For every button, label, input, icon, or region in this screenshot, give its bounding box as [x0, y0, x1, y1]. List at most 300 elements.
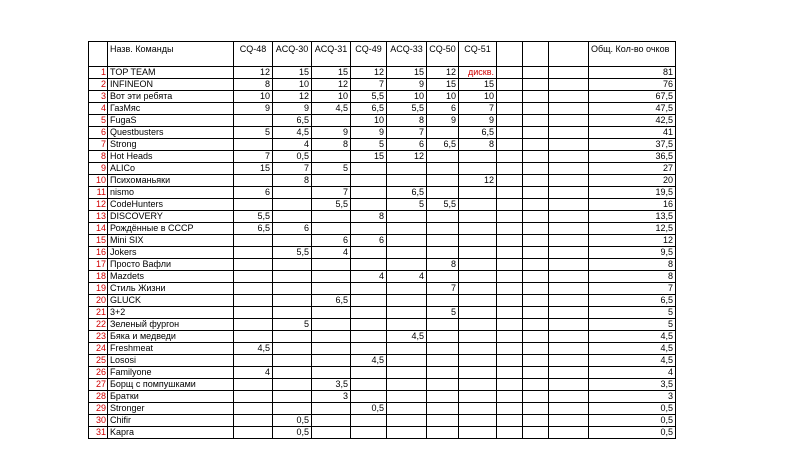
table-row [89, 67, 676, 79]
score-cell [523, 367, 549, 379]
score-cell: 8 [427, 259, 459, 271]
score-cell [459, 379, 497, 391]
score-cell [523, 115, 549, 127]
score-cell [549, 247, 589, 259]
score-cell: 4,5 [312, 103, 351, 115]
score-cell [273, 403, 312, 415]
table-row [89, 91, 676, 103]
score-cell [312, 415, 351, 427]
row-number: 10 [89, 175, 108, 187]
score-cell [351, 331, 387, 343]
row-number: 30 [89, 415, 108, 427]
score-cell [387, 319, 427, 331]
table-row [89, 415, 676, 427]
score-cell [387, 355, 427, 367]
score-cell: 6,5 [387, 187, 427, 199]
score-cell [351, 247, 387, 259]
score-cell [523, 235, 549, 247]
score-cell [312, 283, 351, 295]
score-cell: 0,5 [351, 403, 387, 415]
score-cell [387, 295, 427, 307]
total-score: 7 [589, 283, 676, 295]
header-team-name: Назв. Команды [108, 42, 234, 67]
total-score: 19,5 [589, 187, 676, 199]
table-row [89, 379, 676, 391]
team-name: Lososi [108, 355, 234, 367]
score-cell [351, 427, 387, 439]
total-score: 9,5 [589, 247, 676, 259]
team-name: Просто Вафли [108, 259, 234, 271]
score-cell [497, 415, 523, 427]
team-name: Freshmeat [108, 343, 234, 355]
score-cell [523, 211, 549, 223]
score-cell [523, 331, 549, 343]
score-cell: 8 [459, 139, 497, 151]
team-name: Chifir [108, 415, 234, 427]
row-number: 7 [89, 139, 108, 151]
table-row [89, 343, 676, 355]
score-cell [523, 391, 549, 403]
total-score: 13,5 [589, 211, 676, 223]
score-cell [459, 259, 497, 271]
score-cell [312, 343, 351, 355]
score-cell [312, 223, 351, 235]
score-cell [387, 403, 427, 415]
score-cell [234, 427, 273, 439]
score-cell: 9 [459, 115, 497, 127]
score-cell [497, 367, 523, 379]
score-cell: 9 [387, 79, 427, 91]
score-cell [234, 319, 273, 331]
score-cell [273, 355, 312, 367]
score-cell [234, 307, 273, 319]
score-cell [427, 295, 459, 307]
header-empty-1 [497, 42, 523, 67]
team-name: FugaS [108, 115, 234, 127]
total-score: 0,5 [589, 403, 676, 415]
total-score: 36,5 [589, 151, 676, 163]
score-cell [523, 355, 549, 367]
score-cell [234, 403, 273, 415]
score-cell [497, 211, 523, 223]
score-cell: 7 [387, 127, 427, 139]
score-cell: 10 [427, 91, 459, 103]
score-cell: 6,5 [312, 295, 351, 307]
score-cell [549, 295, 589, 307]
score-cell: 0,5 [273, 151, 312, 163]
total-score: 4,5 [589, 343, 676, 355]
table-row [89, 391, 676, 403]
score-cell [459, 151, 497, 163]
score-cell [427, 175, 459, 187]
table-row [89, 283, 676, 295]
table-row [89, 79, 676, 91]
total-score: 4,5 [589, 331, 676, 343]
score-cell [459, 247, 497, 259]
total-score: 12,5 [589, 223, 676, 235]
score-cell [427, 367, 459, 379]
score-cell [459, 355, 497, 367]
header-acq-33: ACQ-33 [387, 42, 427, 67]
score-cell [549, 103, 589, 115]
total-score: 12 [589, 235, 676, 247]
score-cell: 4,5 [234, 343, 273, 355]
row-number: 22 [89, 319, 108, 331]
team-name: Stronger [108, 403, 234, 415]
total-score: 41 [589, 127, 676, 139]
score-cell [459, 319, 497, 331]
team-name: GLUCK [108, 295, 234, 307]
score-cell [523, 415, 549, 427]
table-row [89, 367, 676, 379]
row-number: 6 [89, 127, 108, 139]
score-cell [312, 271, 351, 283]
total-score: 20 [589, 175, 676, 187]
header-cq-48: CQ-48 [234, 42, 273, 67]
team-name: Kapra [108, 427, 234, 439]
team-name: Зеленый фургон [108, 319, 234, 331]
row-number: 17 [89, 259, 108, 271]
header-cq-50: CQ-50 [427, 42, 459, 67]
score-cell [387, 175, 427, 187]
score-cell [549, 403, 589, 415]
score-cell [273, 199, 312, 211]
score-cell [351, 199, 387, 211]
score-cell [497, 271, 523, 283]
total-score: 27 [589, 163, 676, 175]
row-number: 31 [89, 427, 108, 439]
score-cell: 9 [234, 103, 273, 115]
score-cell [497, 319, 523, 331]
score-cell: 12 [387, 151, 427, 163]
score-cell: 12 [234, 67, 273, 79]
score-cell [427, 355, 459, 367]
score-cell [459, 343, 497, 355]
score-cell [459, 427, 497, 439]
score-cell: 9 [351, 127, 387, 139]
score-cell: 5 [312, 163, 351, 175]
row-number: 11 [89, 187, 108, 199]
score-cell [387, 379, 427, 391]
score-cell: 5 [351, 139, 387, 151]
score-cell [387, 415, 427, 427]
score-cell [427, 187, 459, 199]
score-cell: 15 [234, 163, 273, 175]
score-cell [273, 271, 312, 283]
score-cell [273, 343, 312, 355]
score-cell: 7 [312, 187, 351, 199]
score-cell: 6,5 [427, 139, 459, 151]
score-cell [273, 259, 312, 271]
score-cell [523, 403, 549, 415]
total-score: 0,5 [589, 415, 676, 427]
score-cell [387, 391, 427, 403]
total-score: 6,5 [589, 295, 676, 307]
score-cell: 5,5 [351, 91, 387, 103]
score-cell [523, 271, 549, 283]
score-cell [549, 127, 589, 139]
team-name: ALICo [108, 163, 234, 175]
row-number: 4 [89, 103, 108, 115]
score-cell [523, 247, 549, 259]
table-row [89, 199, 676, 211]
score-cell [312, 211, 351, 223]
row-number: 3 [89, 91, 108, 103]
score-cell [549, 211, 589, 223]
score-cell [459, 415, 497, 427]
score-cell [234, 283, 273, 295]
team-name: Mini SIX [108, 235, 234, 247]
score-cell [459, 391, 497, 403]
table-row [89, 319, 676, 331]
score-cell [427, 223, 459, 235]
score-cell [273, 283, 312, 295]
score-cell: 12 [427, 67, 459, 79]
score-cell [387, 235, 427, 247]
score-cell [459, 187, 497, 199]
score-cell [273, 187, 312, 199]
total-score: 37,5 [589, 139, 676, 151]
score-cell [234, 247, 273, 259]
score-cell: 4,5 [387, 331, 427, 343]
score-cell: 5 [387, 199, 427, 211]
table-row [89, 127, 676, 139]
score-cell [427, 271, 459, 283]
score-cell [427, 427, 459, 439]
score-cell [459, 235, 497, 247]
score-cell [549, 115, 589, 127]
score-cell [459, 295, 497, 307]
score-cell: 15 [351, 151, 387, 163]
score-cell [497, 67, 523, 79]
score-cell: 6,5 [459, 127, 497, 139]
score-cell: 6 [351, 235, 387, 247]
score-cell: 10 [459, 91, 497, 103]
score-cell: 4 [234, 367, 273, 379]
score-cell [427, 247, 459, 259]
score-cell [312, 367, 351, 379]
table-row [89, 103, 676, 115]
score-cell [387, 283, 427, 295]
total-score: 3 [589, 391, 676, 403]
score-cell: 5 [234, 127, 273, 139]
score-cell [549, 199, 589, 211]
team-name: INFINEON [108, 79, 234, 91]
score-cell [387, 223, 427, 235]
score-cell [387, 247, 427, 259]
score-cell [497, 391, 523, 403]
score-cell: 7 [234, 151, 273, 163]
team-name: Jokers [108, 247, 234, 259]
team-name: Hot Heads [108, 151, 234, 163]
table-row [89, 355, 676, 367]
score-cell [549, 187, 589, 199]
score-cell [549, 355, 589, 367]
score-cell [549, 319, 589, 331]
team-name: CodeHunters [108, 199, 234, 211]
score-cell [427, 211, 459, 223]
score-cell: 7 [351, 79, 387, 91]
team-name: Strong [108, 139, 234, 151]
score-cell [523, 343, 549, 355]
row-number: 13 [89, 211, 108, 223]
score-cell [234, 139, 273, 151]
header-total: Общ. Кол-во очков [589, 42, 676, 67]
score-cell [427, 235, 459, 247]
score-cell [549, 271, 589, 283]
score-cell: 4 [312, 247, 351, 259]
header-cq-49: CQ-49 [351, 42, 387, 67]
score-cell [312, 259, 351, 271]
score-cell [497, 331, 523, 343]
score-cell: 3 [312, 391, 351, 403]
score-cell [523, 427, 549, 439]
score-cell: 9 [427, 115, 459, 127]
results-table [88, 41, 676, 439]
table-row [89, 187, 676, 199]
header-acq-30: ACQ-30 [273, 42, 312, 67]
total-score: 81 [589, 67, 676, 79]
score-cell [523, 67, 549, 79]
score-cell [273, 235, 312, 247]
score-cell [312, 175, 351, 187]
table-row [89, 403, 676, 415]
header-cq-51: CQ-51 [459, 42, 497, 67]
score-cell [459, 211, 497, 223]
header-empty-2 [523, 42, 549, 67]
score-cell: 8 [351, 211, 387, 223]
row-number: 16 [89, 247, 108, 259]
score-cell [497, 283, 523, 295]
score-cell [497, 175, 523, 187]
score-cell [523, 283, 549, 295]
score-cell [459, 199, 497, 211]
score-cell [273, 295, 312, 307]
score-cell [549, 391, 589, 403]
score-cell [523, 163, 549, 175]
total-score: 16 [589, 199, 676, 211]
team-name: 3+2 [108, 307, 234, 319]
row-number: 23 [89, 331, 108, 343]
score-cell [312, 403, 351, 415]
row-number: 25 [89, 355, 108, 367]
score-cell [549, 427, 589, 439]
total-score: 0,5 [589, 427, 676, 439]
score-cell: 7 [459, 103, 497, 115]
score-cell [497, 343, 523, 355]
row-number: 15 [89, 235, 108, 247]
score-cell [234, 115, 273, 127]
team-name: TOP TEAM [108, 67, 234, 79]
table-row [89, 223, 676, 235]
score-cell [497, 79, 523, 91]
score-cell [459, 307, 497, 319]
table-row [89, 331, 676, 343]
score-cell: 15 [427, 79, 459, 91]
score-cell: 4 [351, 271, 387, 283]
table-row [89, 271, 676, 283]
score-cell [312, 319, 351, 331]
score-cell [459, 283, 497, 295]
total-score: 3,5 [589, 379, 676, 391]
score-cell [549, 283, 589, 295]
total-score: 76 [589, 79, 676, 91]
score-cell: 8 [273, 175, 312, 187]
score-cell [234, 415, 273, 427]
score-cell [549, 331, 589, 343]
score-cell [351, 319, 387, 331]
score-cell: 10 [351, 115, 387, 127]
score-cell: 5 [273, 319, 312, 331]
row-number: 20 [89, 295, 108, 307]
score-cell [273, 331, 312, 343]
total-score: 5 [589, 307, 676, 319]
score-cell [459, 223, 497, 235]
score-cell: 8 [234, 79, 273, 91]
score-cell [312, 307, 351, 319]
team-name: Стиль Жизни [108, 283, 234, 295]
score-cell: 10 [234, 91, 273, 103]
score-cell [234, 175, 273, 187]
score-cell: 5,5 [427, 199, 459, 211]
row-number: 2 [89, 79, 108, 91]
score-cell [497, 199, 523, 211]
score-cell [523, 259, 549, 271]
team-name: Рождённые в СССР [108, 223, 234, 235]
score-cell [497, 355, 523, 367]
score-cell [387, 211, 427, 223]
header-row [89, 42, 676, 67]
score-cell [427, 163, 459, 175]
score-cell: 9 [312, 127, 351, 139]
row-number: 27 [89, 379, 108, 391]
score-cell [523, 103, 549, 115]
score-cell [234, 199, 273, 211]
header-empty-3 [549, 42, 589, 67]
row-number: 9 [89, 163, 108, 175]
score-cell [523, 223, 549, 235]
score-cell [523, 307, 549, 319]
team-name: Борщ с помпушками [108, 379, 234, 391]
score-cell [549, 175, 589, 187]
row-number: 14 [89, 223, 108, 235]
score-cell [387, 343, 427, 355]
score-cell: 12 [273, 91, 312, 103]
score-cell: 4,5 [351, 355, 387, 367]
score-cell [351, 367, 387, 379]
score-cell: 5,5 [273, 247, 312, 259]
table-row [89, 259, 676, 271]
score-cell [459, 403, 497, 415]
score-cell: 8 [312, 139, 351, 151]
score-cell [234, 235, 273, 247]
table-row [89, 139, 676, 151]
score-cell [549, 67, 589, 79]
team-name: Бяка и медведи [108, 331, 234, 343]
score-cell [273, 391, 312, 403]
header-acq-31: ACQ-31 [312, 42, 351, 67]
score-cell: 4 [273, 139, 312, 151]
score-cell [427, 151, 459, 163]
score-cell [427, 127, 459, 139]
total-score: 5 [589, 319, 676, 331]
score-cell: 8 [387, 115, 427, 127]
score-cell [549, 343, 589, 355]
table-row [89, 175, 676, 187]
score-cell [497, 127, 523, 139]
team-name: Familyone [108, 367, 234, 379]
score-cell [523, 295, 549, 307]
